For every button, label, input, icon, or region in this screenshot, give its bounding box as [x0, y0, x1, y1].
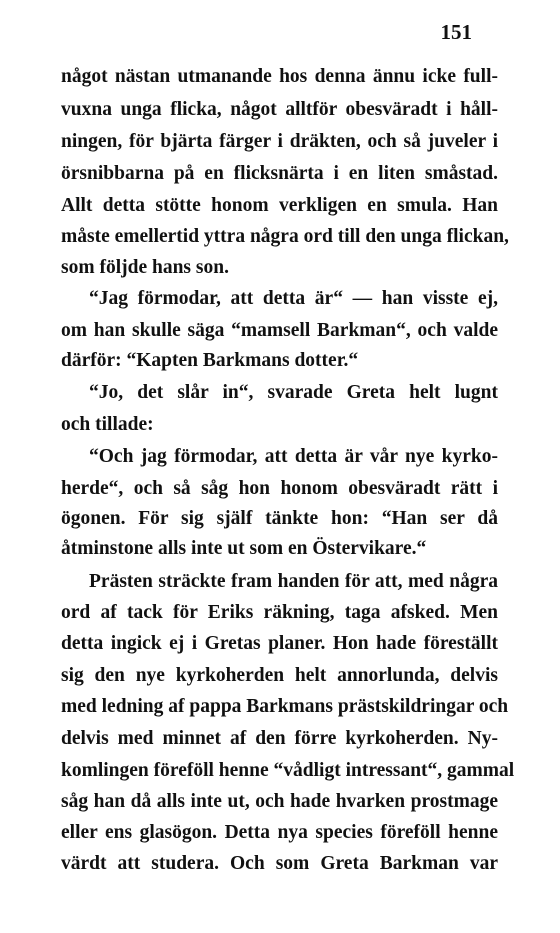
text-line: ögonen. För sig själf tänkte hon: “Han ser då	[61, 508, 498, 529]
text-line: måste emellertid yttra några ord till den unga flickan,	[61, 226, 509, 247]
text-line: därför: “Kapten Barkmans dotter.“	[61, 350, 359, 371]
text-line: Allt detta stötte honom verkligen en smula. Han	[61, 195, 498, 216]
text-line: ningen, för bjärta färger i dräkten, och så juveler i	[61, 131, 498, 152]
text-line: om han skulle säga “mamsell Barkman“, och valde	[61, 320, 498, 341]
text-line: herde“, och så såg hon honom obesväradt rätt i	[61, 478, 498, 499]
text-line: vuxna unga flicka, något alltför obesväradt i håll-	[61, 99, 498, 120]
text-line: delvis med minnet af den förre kyrkoherden. Ny-	[61, 728, 498, 749]
text-line: något nästan utmanande hos denna ännu icke full-	[61, 66, 498, 87]
text-line: åtminstone alls inte ut som en Östervikare.“	[61, 538, 427, 559]
text-line: med ledning af pappa Barkmans prästskildringar och	[61, 696, 509, 717]
text-line: “Och jag förmodar, att detta är vår nye kyrko-	[89, 446, 498, 467]
text-line: Prästen sträckte fram handen för att, med några	[89, 571, 498, 592]
text-line: “Jag förmodar, att detta är“ — han visste ej,	[89, 288, 498, 309]
text-line: såg han då alls inte ut, och hade hvarken prostmage	[61, 791, 498, 812]
text-line: “Jo, det slår in“, svarade Greta helt lugnt	[89, 382, 498, 403]
text-line: värdt att studera. Och som Greta Barkman var	[61, 853, 498, 874]
text-line: komlingen föreföll henne “vådligt intressant“, gammal	[61, 760, 515, 781]
text-line: detta ingick ej i Gretas planer. Hon hade föreställt	[61, 633, 498, 654]
text-line: eller ens glasögon. Detta nya species föreföll henne	[61, 822, 498, 843]
text-line: sig den nye kyrkoherden helt annorlunda, delvis	[61, 665, 498, 686]
text-line: och tillade:	[61, 414, 154, 435]
page-number: 151	[440, 20, 472, 44]
text-line: som följde hans son.	[61, 257, 229, 278]
text-line: ord af tack för Eriks räkning, taga afsked. Men	[61, 602, 498, 623]
text-line: örsnibbarna på en flicksnärta i en liten småstad.	[61, 163, 498, 184]
